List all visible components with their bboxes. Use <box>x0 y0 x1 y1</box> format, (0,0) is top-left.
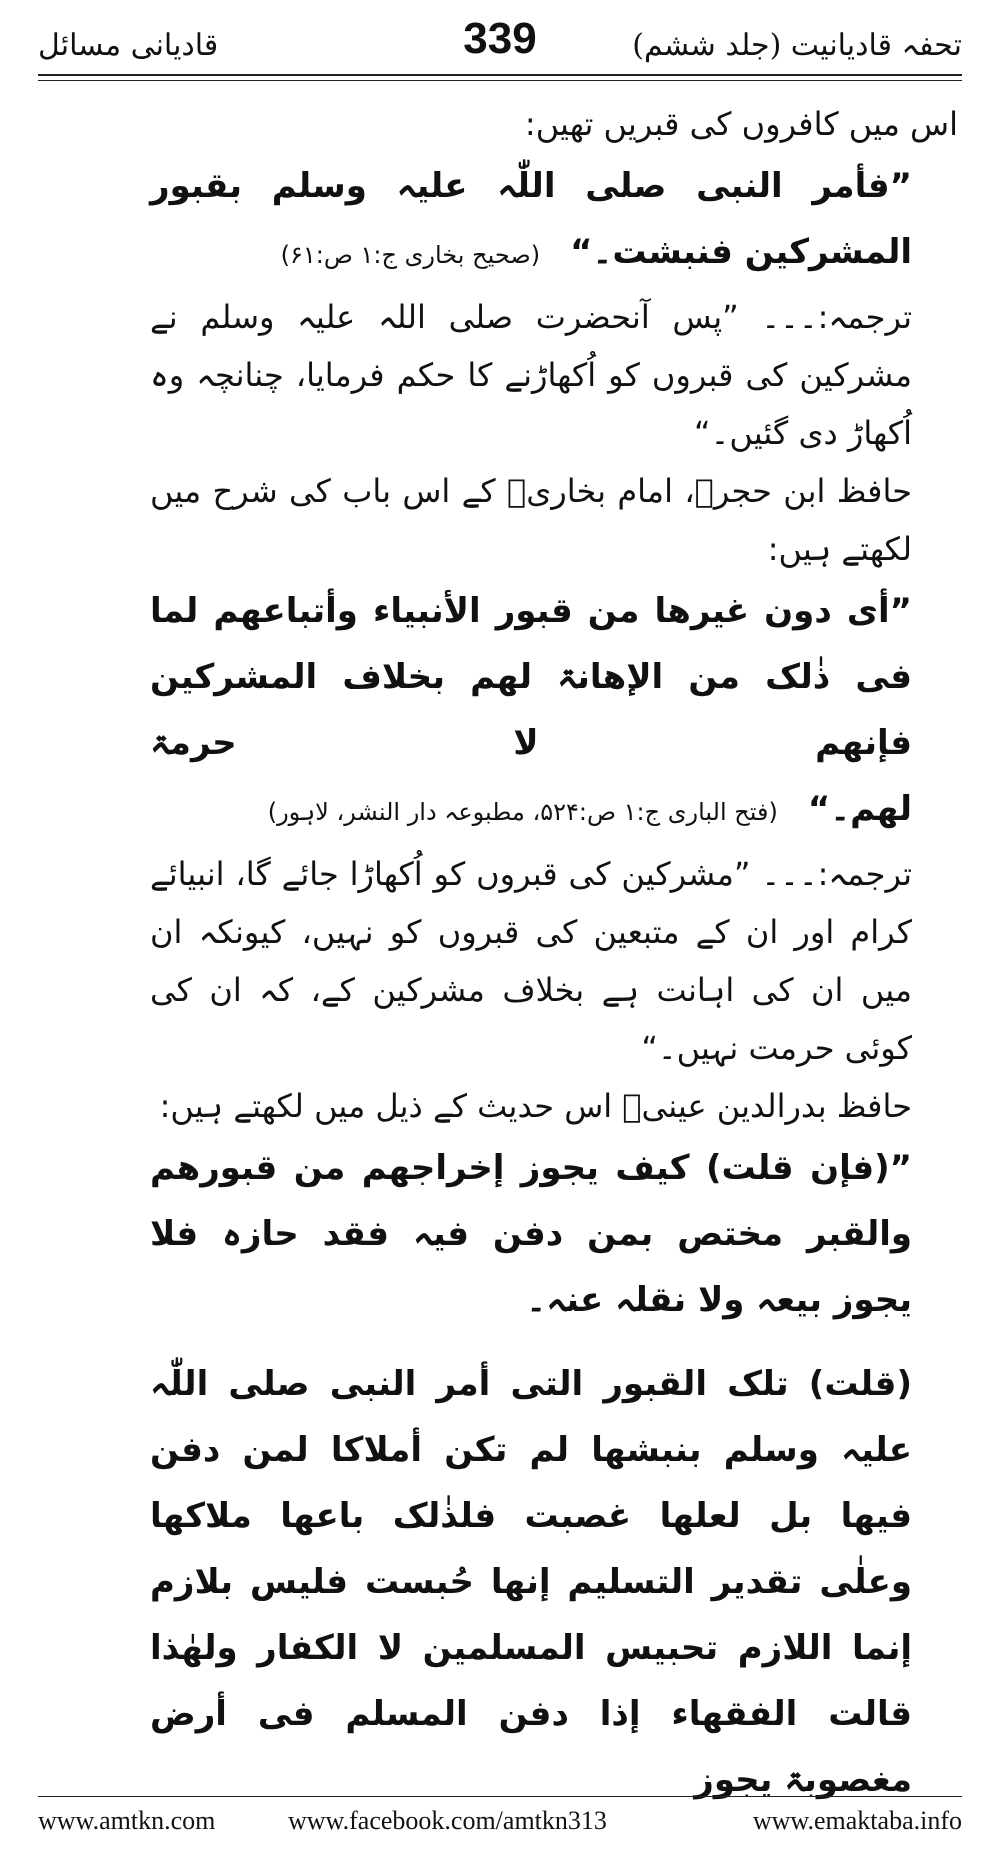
citation: (فتح الباری ج:۱ ص:۵۲۴، مطبوعہ دار النشر، لاہور) <box>267 798 778 826</box>
translation-2: ترجمہ:۔۔۔ ”مشرکین کی قبروں کو اُکھاڑا جائے گا، انبیائے کرام اور ان کے متبعین کی قبروں کو نہیں، کیونکہ ان میں ان کی اہانت ہے بخلاف مشرکین کے، کہ ان کی کوئی حرمت نہیں۔“ <box>150 855 912 1067</box>
arabic-quote-4: (قلت) تلک القبور التی أمر النبی صلی اللّٰہ علیہ وسلم بنبشھا لم تکن أملاکا لمن دفن فیھا بل لعلھا غصبت فلذٰلک باعھا ملاکھا وعلٰی تقدیر التسلیم إنھا حُبست فلیس بلازم إنما اللازم تحبیس المسلمین لا الکفار ولھٰذا قالت الفقھاء إذا دفن المسلم فی أرض مغصوبۃ یجوز <box>150 1364 912 1800</box>
page-body <box>150 95 958 1813</box>
arabic-quote-1 <box>150 153 958 288</box>
footer-link-emaktaba[interactable]: www.emaktaba.info <box>752 1806 962 1835</box>
footer-link-amtkn[interactable]: www.amtkn.com <box>38 1806 216 1835</box>
arabic-quote-2 <box>150 578 958 845</box>
running-title-left: قادیانی مسائل <box>38 28 219 63</box>
translation-1: ترجمہ:۔۔۔ ”پس آنحضرت صلی اللہ علیہ وسلم نے مشرکین کی قبروں کو اُکھاڑنے کا حکم فرمایا، چنانچہ وہ اُکھاڑ دی گئیں۔“ <box>150 298 912 452</box>
footer-divider <box>38 1796 962 1797</box>
running-title-right: تحفہ قادیانیت (جلد ششم) <box>632 28 962 63</box>
header-divider-thin <box>38 80 962 81</box>
spacer <box>150 1333 958 1351</box>
footer-link-facebook[interactable]: www.facebook.com/amtkn313 <box>288 1806 607 1835</box>
paragraph-3: حافظ بدرالدین عینیؒ اس حدیث کے ذیل میں لکھتے ہیں: <box>159 1087 912 1125</box>
page-number: 339 <box>463 14 537 63</box>
arabic-quote-text: ”أی دون غیرھا من قبور الأنبیاء وأتباعھم لما فی ذٰلک من الإھانۃ لھم بخلاف المشرکین فإنھم لا حرمۃ لھم۔“ <box>150 591 912 829</box>
arabic-quote-text: ”فأمر النبی صلی اللّٰہ علیہ وسلم بقبور المشرکین فنبشت۔“ <box>150 166 912 272</box>
citation: (صحیح بخاری ج:۱ ص:۶۱) <box>280 241 541 269</box>
page-header <box>38 14 962 74</box>
arabic-quote-3: ”(فإن قلت) کیف یجوز إخراجھم من قبورھم والقبر مختص بمن دفن فیہ فقد حازہ فلا یجوز بیعہ ولا نقلہ عنہ۔ <box>150 1148 912 1320</box>
paragraph-1: اس میں کافروں کی قبریں تھیں: <box>524 105 958 143</box>
paragraph-2: حافظ ابن حجرؒ، امام بخاریؒ کے اس باب کی شرح میں لکھتے ہیں: <box>150 472 912 568</box>
header-divider <box>38 74 962 76</box>
